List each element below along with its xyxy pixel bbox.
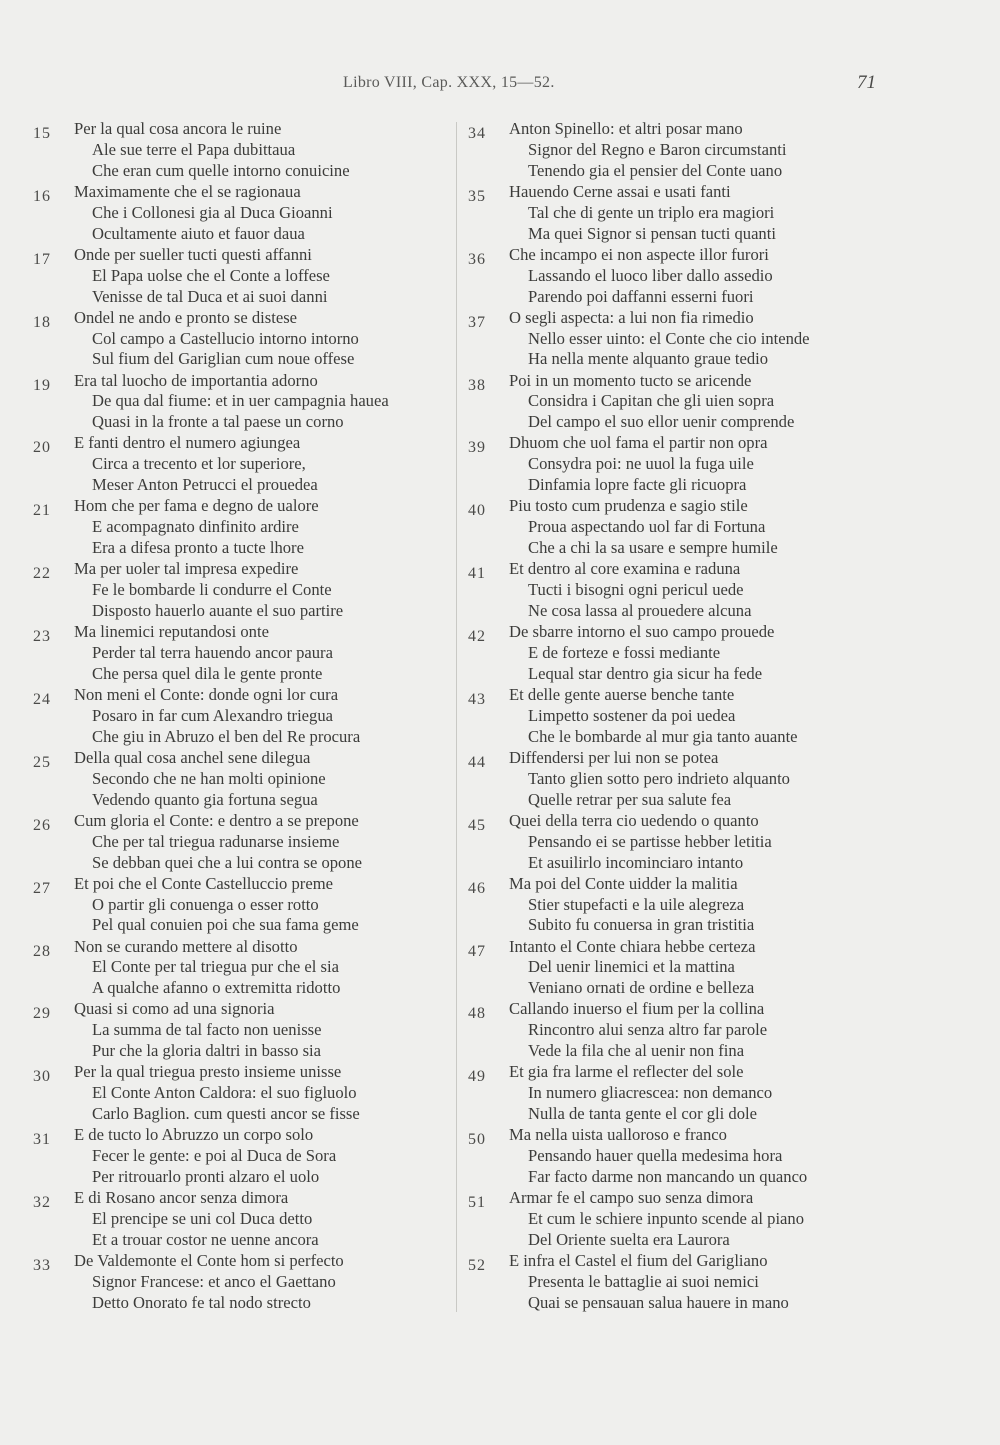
verse-line: Che a chi la sa usare e sempre humile: [528, 538, 778, 558]
stanza-number: 17: [33, 250, 51, 268]
verse-line: E acompagnato dinfinito ardire: [92, 517, 299, 537]
verse-line: Che eran cum quelle intorno conuicine: [92, 160, 350, 180]
stanza: [0, 119, 460, 182]
verse-line: Et a trouar costor ne uenne ancora: [92, 1229, 319, 1249]
verse-line: El Conte per tal triegua pur che el sia: [92, 957, 339, 977]
verse-line: Era tal luocho de importantia adorno: [74, 370, 318, 390]
verse-line: Ha nella mente alquanto graue tedio: [528, 349, 769, 369]
verse-line: De sbarre intorno el suo campo prouede: [509, 622, 775, 642]
running-title: Libro VIII, Cap. XXX, 15—52.: [343, 74, 555, 91]
verse-line: Che incampo ei non aspecte illor furori: [509, 244, 769, 264]
verse-line: Quei della terra cio uedendo o quanto: [509, 810, 759, 830]
stanza: [0, 999, 460, 1062]
stanza: [462, 119, 1000, 182]
stanza-number: 35: [468, 187, 486, 205]
stanza-number: 34: [468, 125, 486, 142]
verse-line: Quelle retrar per sua salute fea: [528, 789, 732, 809]
stanza-number: 15: [33, 125, 51, 142]
verse-line: Vedendo quanto gia fortuna segua: [92, 789, 318, 809]
verse-line: Ocultamente aiuto et fauor daua: [92, 223, 305, 243]
stanza-number: 46: [468, 879, 486, 897]
stanza: [0, 308, 460, 371]
verse-line: De Valdemonte el Conte hom si perfecto: [74, 1251, 344, 1271]
stanza: [0, 811, 460, 874]
verse-line: Fecer le gente: e poi al Duca de Sora: [92, 1146, 337, 1166]
stanza: [0, 1062, 460, 1125]
verse-line: Del Oriente suelta era Laurora: [528, 1229, 730, 1249]
stanza-number: 42: [468, 628, 486, 646]
stanza-number: 38: [468, 376, 486, 394]
verse-line: Fe le bombarde li condurre el Conte: [92, 580, 332, 600]
stanza-number: 52: [468, 1257, 486, 1275]
verse-line: Signor Francese: et anco el Gaettano: [92, 1271, 336, 1291]
stanza-number: 40: [468, 502, 486, 520]
verse-line: Quasi si como ad una signoria: [74, 999, 275, 1019]
verse-line: Che i Collonesi gia al Duca Gioanni: [92, 202, 333, 222]
stanza-number: 16: [33, 187, 51, 205]
verse-line: Del uenir linemici et la mattina: [528, 957, 735, 977]
verse-line: O partir gli conuenga o esser rotto: [92, 894, 319, 914]
stanza-number: 27: [33, 879, 51, 897]
verse-line: Per ritrouarlo pronti alzaro el uolo: [92, 1167, 320, 1187]
stanza: [0, 1188, 460, 1251]
verse-line: O segli aspecta: a lui non fia rimedio: [509, 307, 754, 327]
stanza: [462, 1125, 1000, 1188]
verse-line: Che per tal triegua radunarse insieme: [92, 831, 340, 851]
verse-line: Quai se pensauan salua hauere in mano: [528, 1292, 789, 1312]
stanza-number: 44: [468, 753, 486, 771]
verse-line: Intanto el Conte chiara hebbe certeza: [509, 936, 756, 956]
verse-line: Pur che la gloria daltri in basso sia: [92, 1041, 322, 1061]
stanza-number: 47: [468, 942, 486, 960]
verse-line: Maximamente che el se ragionaua: [74, 181, 301, 201]
verse-line: Dinfamia lopre facte gli ricuopra: [528, 475, 747, 495]
verse-line: Hom che per fama e degno de ualore: [74, 496, 319, 516]
verse-line: El Conte Anton Caldora: el suo figluolo: [92, 1083, 357, 1103]
verse-line: De qua dal fiume: et in uer campagnia hauea: [92, 391, 389, 411]
verse-line: Secondo che ne han molti opinione: [92, 768, 326, 788]
left-column: [0, 119, 460, 1314]
verse-line: Tal che di gente un triplo era magiori: [528, 202, 775, 222]
verse-line: Poi in un momento tucto se aricende: [509, 370, 752, 390]
stanza-number: 51: [468, 1194, 486, 1212]
verse-line: Ma quei Signor si pensan tucti quanti: [528, 223, 776, 243]
stanza: [462, 874, 1000, 937]
verse-line: Considra i Capitan che gli uien sopra: [528, 391, 775, 411]
stanza: [0, 748, 460, 811]
stanza-number: 37: [468, 313, 486, 331]
verse-line: Era a difesa pronto a tucte lhore: [92, 538, 304, 558]
stanza: [0, 874, 460, 937]
verse-line: In numero gliacrescea: non demanco: [528, 1083, 773, 1103]
verse-line: Per la qual triegua presto insieme unisse: [74, 1062, 342, 1082]
verse-line: Subito fu conuersa in gran tristitia: [528, 915, 755, 935]
stanza: [0, 1251, 460, 1314]
stanza-number: 19: [33, 376, 51, 394]
stanza-number: 20: [33, 439, 51, 457]
stanza: [0, 371, 460, 434]
verse-line: Meser Anton Petrucci el prouedea: [92, 475, 318, 495]
stanza-number: 49: [468, 1068, 486, 1086]
verse-line: Ne cosa lassa al prouedere alcuna: [528, 601, 752, 621]
stanza: [462, 1251, 1000, 1314]
verse-line: Stier stupefacti e la uile alegreza: [528, 894, 745, 914]
verse-line: Posaro in far cum Alexandro triegua: [92, 705, 333, 725]
verse-line: Callando inuerso el fium per la collina: [509, 999, 765, 1019]
stanza: [0, 937, 460, 1000]
verse-line: Armar fe el campo suo senza dimora: [509, 1188, 754, 1208]
stanza: [0, 182, 460, 245]
verse-line: El Papa uolse che el Conte a loffese: [92, 265, 330, 285]
verse-line: Sul fium del Gariglian cum noue offese: [92, 349, 355, 369]
verse-line: Che persa quel dila le gente pronte: [92, 663, 323, 683]
verse-line: Che le bombarde al mur gia tanto auante: [528, 726, 798, 746]
verse-line: E di Rosano ancor senza dimora: [74, 1188, 289, 1208]
stanza: [0, 685, 460, 748]
verse-line: Ma nella uista ualloroso e franco: [509, 1125, 727, 1145]
verse-line: Del campo el suo ellor uenir comprende: [528, 412, 795, 432]
page-number: 71: [857, 72, 876, 93]
verse-line: Ondel ne ando e pronto se distese: [74, 307, 298, 327]
right-column: [462, 119, 1000, 1314]
verse-line: Limpetto sostener da poi uedea: [528, 705, 736, 725]
verse-line: Ma linemici reputandosi onte: [74, 622, 269, 642]
verse-line: Dhuom che uol fama el partir non opra: [509, 433, 768, 453]
verse-line: Diffendersi per lui non se potea: [509, 747, 719, 767]
verse-line: La summa de tal facto non uenisse: [92, 1020, 322, 1040]
verse-line: E de tucto lo Abruzzo un corpo solo: [74, 1125, 314, 1145]
stanza-number: 28: [33, 942, 51, 960]
verse-line: Pensando hauer quella medesima hora: [528, 1146, 783, 1166]
stanza: [462, 622, 1000, 685]
verse-line: Quasi in la fronte a tal paese un corno: [92, 412, 344, 432]
stanza: [0, 622, 460, 685]
verse-line: Et gia fra larme el reflecter del sole: [509, 1062, 744, 1082]
verse-line: E infra el Castel el fium del Garigliano: [509, 1251, 768, 1271]
verse-line: Tenendo gia el pensier del Conte uano: [528, 160, 783, 180]
stanza: [462, 559, 1000, 622]
verse-line: Vede la fila che al uenir non fina: [528, 1041, 745, 1061]
verse-line: Ma poi del Conte uidder la malitia: [509, 873, 738, 893]
stanza: [462, 999, 1000, 1062]
verse-line: Et cum le schiere inpunto scende al piano: [528, 1209, 805, 1229]
verse-line: Proua aspectando uol far di Fortuna: [528, 517, 766, 537]
verse-line: Per la qual cosa ancora le ruine: [74, 119, 282, 138]
stanza-number: 48: [468, 1005, 486, 1023]
verse-line: Col campo a Castellucio intorno intorno: [92, 328, 359, 348]
verse-line: Tucti i bisogni ogni pericul uede: [528, 580, 744, 600]
stanza: [0, 496, 460, 559]
stanza: [0, 433, 460, 496]
verse-line: El prencipe se uni col Duca detto: [92, 1209, 313, 1229]
verse-line: E fanti dentro el numero agiungea: [74, 433, 301, 453]
verse-line: Detto Onorato fe tal nodo strecto: [92, 1292, 311, 1312]
stanza: [462, 811, 1000, 874]
verse-line: A qualche afanno o extremitta ridotto: [92, 978, 341, 998]
stanza: [462, 371, 1000, 434]
stanza: [462, 496, 1000, 559]
verse-line: Ale sue terre el Papa dubittaua: [92, 139, 296, 159]
stanza-number: 25: [33, 753, 51, 771]
verse-line: Parendo poi daffanni esserni fuori: [528, 286, 754, 306]
stanza-number: 24: [33, 691, 51, 709]
stanza: [462, 937, 1000, 1000]
verse-line: Se debban quei che a lui contra se opone: [92, 852, 363, 872]
stanza: [462, 182, 1000, 245]
verse-line: Anton Spinello: et altri posar mano: [509, 119, 743, 138]
stanza: [0, 245, 460, 308]
stanza-number: 23: [33, 628, 51, 646]
stanza-number: 36: [468, 250, 486, 268]
verse-line: Far facto darme non mancando un quanco: [528, 1167, 808, 1187]
verse-line: Nello esser uinto: el Conte che cio intende: [528, 328, 810, 348]
verse-line: Nulla de tanta gente el cor gli dole: [528, 1104, 757, 1124]
verse-line: Et poi che el Conte Castelluccio preme: [74, 873, 333, 893]
stanza: [462, 433, 1000, 496]
verse-line: Carlo Baglion. cum questi ancor se fisse: [92, 1104, 360, 1124]
stanza-number: 30: [33, 1068, 51, 1086]
verse-line: Cum gloria el Conte: e dentro a se prepone: [74, 810, 359, 830]
page-header: [0, 74, 1000, 104]
stanza: [0, 559, 460, 622]
stanza-number: 45: [468, 816, 486, 834]
stanza: [0, 1125, 460, 1188]
verse-line: Et asuilirlo incominciaro intanto: [528, 852, 744, 872]
verse-line: E de forteze e fossi mediante: [528, 643, 721, 663]
verse-line: Et delle gente auerse benche tante: [509, 685, 735, 705]
stanza-number: 18: [33, 313, 51, 331]
stanza-number: 33: [33, 1257, 51, 1275]
verse-line: Presenta le battaglie ai suoi nemici: [528, 1271, 759, 1291]
stanza-number: 31: [33, 1131, 51, 1149]
verse-line: Tanto glien sotto pero indrieto alquanto: [528, 768, 790, 788]
verse-line: Della qual cosa anchel sene dilegua: [74, 747, 311, 767]
stanza-number: 41: [468, 565, 486, 583]
verse-line: Circa a trecento et lor superiore,: [92, 454, 306, 474]
stanza-number: 26: [33, 816, 51, 834]
stanza-number: 29: [33, 1005, 51, 1023]
stanza-number: 32: [33, 1194, 51, 1212]
verse-line: Hauendo Cerne assai e usati fanti: [509, 181, 731, 201]
verse-line: Consydra poi: ne uuol la fuga uile: [528, 454, 754, 474]
verse-line: Signor del Regno e Baron circumstanti: [528, 139, 787, 159]
verse-line: Venisse de tal Duca et ai suoi danni: [92, 286, 328, 306]
stanza: [462, 748, 1000, 811]
verse-line: Piu tosto cum prudenza e sagio stile: [509, 496, 748, 516]
verse-line: Et dentro al core examina e raduna: [509, 559, 741, 579]
stanza: [462, 685, 1000, 748]
verse-line: Disposto hauerlo auante el suo partire: [92, 601, 344, 621]
stanza-number: 21: [33, 502, 51, 520]
stanza-number: 50: [468, 1131, 486, 1149]
verse-line: Perder tal terra hauendo ancor paura: [92, 643, 333, 663]
verse-line: Veniano ornati de ordine e belleza: [528, 978, 755, 998]
verse-line: Ma per uoler tal impresa expedire: [74, 559, 299, 579]
stanza: [462, 245, 1000, 308]
verse-line: Lequal star dentro gia sicur ha fede: [528, 663, 763, 683]
verse-line: Non meni el Conte: donde ogni lor cura: [74, 685, 339, 705]
stanza-number: 22: [33, 565, 51, 583]
verse-line: Onde per sueller tucti questi affanni: [74, 244, 312, 264]
stanza: [462, 308, 1000, 371]
stanza-number: 39: [468, 439, 486, 457]
stanza: [462, 1188, 1000, 1251]
stanza-number: 43: [468, 691, 486, 709]
verse-line: Non se curando mettere al disotto: [74, 936, 298, 956]
verse-line: Pel qual conuien poi che sua fama geme: [92, 915, 359, 935]
verse-line: Pensando ei se partisse hebber letitia: [528, 831, 772, 851]
verse-line: Rincontro alui senza altro far parole: [528, 1020, 768, 1040]
verse-line: Lassando el luoco liber dallo assedio: [528, 265, 773, 285]
stanza: [462, 1062, 1000, 1125]
verse-line: Che giu in Abruzo el ben del Re procura: [92, 726, 361, 746]
